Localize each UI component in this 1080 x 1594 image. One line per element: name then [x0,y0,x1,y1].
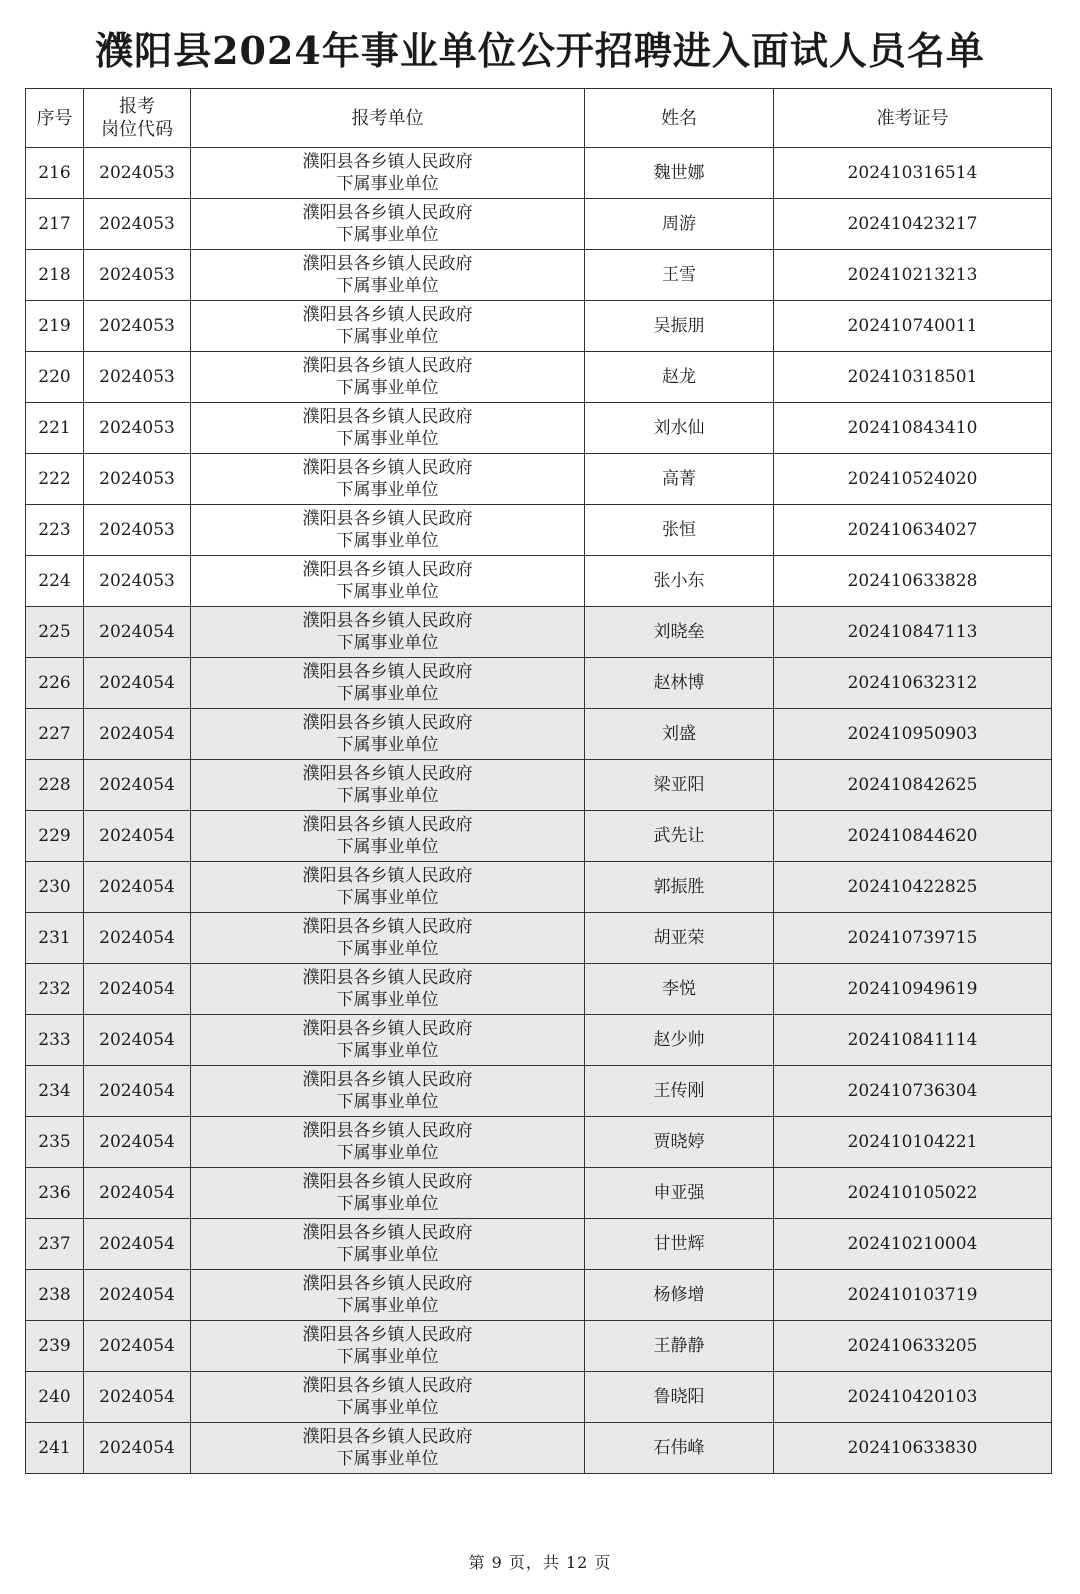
table-header [26,89,1052,148]
cell-post-code: 2024054 [84,1168,191,1219]
cell-ticket: 202410736304 [774,1066,1052,1117]
cell-unit: 濮阳县各乡镇人民政府 下属事业单位 [191,1219,585,1270]
cell-name: 张恒 [585,505,774,556]
cell-unit: 濮阳县各乡镇人民政府 下属事业单位 [191,1423,585,1474]
cell-post-code: 2024053 [84,301,191,352]
cell-unit: 濮阳县各乡镇人民政府 下属事业单位 [191,148,585,199]
table-row [26,1321,1052,1372]
header-unit: 报考单位 [191,89,585,148]
cell-name: 赵林博 [585,658,774,709]
cell-unit: 濮阳县各乡镇人民政府 下属事业单位 [191,811,585,862]
cell-name: 魏世娜 [585,148,774,199]
cell-name: 刘盛 [585,709,774,760]
cell-ticket: 202410633828 [774,556,1052,607]
table-row [26,913,1052,964]
page-footer: 第 9 页，共 12 页 [468,1553,612,1572]
cell-name: 郭振胜 [585,862,774,913]
cell-name: 甘世辉 [585,1219,774,1270]
table-row [26,250,1052,301]
cell-ticket: 202410740011 [774,301,1052,352]
cell-ticket: 202410844620 [774,811,1052,862]
cell-name: 杨修增 [585,1270,774,1321]
cell-seq: 237 [26,1219,84,1270]
cell-name: 王静静 [585,1321,774,1372]
cell-ticket: 202410105022 [774,1168,1052,1219]
table-body [26,148,1052,1474]
cell-ticket: 202410316514 [774,148,1052,199]
cell-post-code: 2024053 [84,352,191,403]
cell-unit: 濮阳县各乡镇人民政府 下属事业单位 [191,1372,585,1423]
table-row [26,1168,1052,1219]
table-row [26,199,1052,250]
header-name: 姓名 [585,89,774,148]
candidate-table [25,88,1052,1474]
cell-name: 贾晓婷 [585,1117,774,1168]
cell-seq: 223 [26,505,84,556]
page-title: 濮阳县2024年事业单位公开招聘进入面试人员名单 [95,28,985,73]
cell-seq: 221 [26,403,84,454]
header-ticket: 准考证号 [774,89,1052,148]
cell-unit: 濮阳县各乡镇人民政府 下属事业单位 [191,250,585,301]
cell-seq: 228 [26,760,84,811]
cell-unit: 濮阳县各乡镇人民政府 下属事业单位 [191,556,585,607]
cell-unit: 濮阳县各乡镇人民政府 下属事业单位 [191,403,585,454]
cell-post-code: 2024054 [84,1423,191,1474]
cell-ticket: 202410632312 [774,658,1052,709]
cell-post-code: 2024054 [84,811,191,862]
cell-unit: 濮阳县各乡镇人民政府 下属事业单位 [191,1117,585,1168]
cell-unit: 濮阳县各乡镇人民政府 下属事业单位 [191,760,585,811]
table-row [26,811,1052,862]
cell-unit: 濮阳县各乡镇人民政府 下属事业单位 [191,454,585,505]
table-row [26,964,1052,1015]
cell-ticket: 202410739715 [774,913,1052,964]
cell-name: 吴振朋 [585,301,774,352]
cell-ticket: 202410633830 [774,1423,1052,1474]
cell-post-code: 2024054 [84,1321,191,1372]
header-row [26,89,1052,148]
cell-unit: 濮阳县各乡镇人民政府 下属事业单位 [191,1270,585,1321]
cell-unit: 濮阳县各乡镇人民政府 下属事业单位 [191,1168,585,1219]
table-row [26,148,1052,199]
cell-unit: 濮阳县各乡镇人民政府 下属事业单位 [191,301,585,352]
cell-seq: 229 [26,811,84,862]
cell-post-code: 2024054 [84,658,191,709]
cell-ticket: 202410847113 [774,607,1052,658]
table-row [26,301,1052,352]
cell-post-code: 2024054 [84,1117,191,1168]
cell-ticket: 202410213213 [774,250,1052,301]
table-row [26,1219,1052,1270]
cell-ticket: 202410104221 [774,1117,1052,1168]
cell-seq: 238 [26,1270,84,1321]
cell-post-code: 2024054 [84,1372,191,1423]
cell-name: 石伟峰 [585,1423,774,1474]
cell-seq: 218 [26,250,84,301]
cell-ticket: 202410950903 [774,709,1052,760]
cell-seq: 231 [26,913,84,964]
cell-seq: 220 [26,352,84,403]
cell-unit: 濮阳县各乡镇人民政府 下属事业单位 [191,1066,585,1117]
cell-seq: 230 [26,862,84,913]
cell-ticket: 202410423217 [774,199,1052,250]
cell-unit: 濮阳县各乡镇人民政府 下属事业单位 [191,658,585,709]
cell-seq: 239 [26,1321,84,1372]
cell-unit: 濮阳县各乡镇人民政府 下属事业单位 [191,505,585,556]
cell-seq: 219 [26,301,84,352]
table-row [26,1117,1052,1168]
cell-ticket: 202410420103 [774,1372,1052,1423]
table-row [26,709,1052,760]
cell-seq: 241 [26,1423,84,1474]
cell-unit: 濮阳县各乡镇人民政府 下属事业单位 [191,913,585,964]
cell-post-code: 2024053 [84,454,191,505]
cell-post-code: 2024053 [84,250,191,301]
cell-name: 鲁晓阳 [585,1372,774,1423]
table-row [26,505,1052,556]
cell-name: 赵龙 [585,352,774,403]
cell-post-code: 2024053 [84,505,191,556]
cell-seq: 226 [26,658,84,709]
cell-unit: 濮阳县各乡镇人民政府 下属事业单位 [191,607,585,658]
cell-seq: 232 [26,964,84,1015]
cell-unit: 濮阳县各乡镇人民政府 下属事业单位 [191,352,585,403]
table-row [26,454,1052,505]
cell-ticket: 202410524020 [774,454,1052,505]
cell-seq: 236 [26,1168,84,1219]
cell-name: 梁亚阳 [585,760,774,811]
cell-seq: 225 [26,607,84,658]
cell-ticket: 202410842625 [774,760,1052,811]
cell-post-code: 2024053 [84,556,191,607]
cell-post-code: 2024054 [84,913,191,964]
table-row [26,607,1052,658]
cell-ticket: 202410949619 [774,964,1052,1015]
cell-name: 胡亚荣 [585,913,774,964]
cell-post-code: 2024054 [84,1219,191,1270]
table-row [26,1423,1052,1474]
header-post-code: 报考 岗位代码 [84,89,191,148]
cell-post-code: 2024053 [84,148,191,199]
cell-name: 李悦 [585,964,774,1015]
cell-seq: 224 [26,556,84,607]
cell-unit: 濮阳县各乡镇人民政府 下属事业单位 [191,862,585,913]
cell-post-code: 2024054 [84,709,191,760]
cell-name: 申亚强 [585,1168,774,1219]
table-row [26,862,1052,913]
cell-ticket: 202410633205 [774,1321,1052,1372]
cell-unit: 濮阳县各乡镇人民政府 下属事业单位 [191,709,585,760]
cell-ticket: 202410103719 [774,1270,1052,1321]
table-row [26,658,1052,709]
cell-name: 赵少帅 [585,1015,774,1066]
cell-seq: 234 [26,1066,84,1117]
table-row [26,1066,1052,1117]
table-row [26,352,1052,403]
cell-unit: 濮阳县各乡镇人民政府 下属事业单位 [191,964,585,1015]
table-row [26,556,1052,607]
cell-unit: 濮阳县各乡镇人民政府 下属事业单位 [191,199,585,250]
table-row [26,760,1052,811]
cell-name: 刘晓垒 [585,607,774,658]
cell-post-code: 2024054 [84,607,191,658]
cell-seq: 240 [26,1372,84,1423]
cell-unit: 濮阳县各乡镇人民政府 下属事业单位 [191,1015,585,1066]
cell-ticket: 202410210004 [774,1219,1052,1270]
cell-post-code: 2024054 [84,1066,191,1117]
cell-ticket: 202410634027 [774,505,1052,556]
cell-post-code: 2024053 [84,403,191,454]
cell-post-code: 2024054 [84,760,191,811]
cell-seq: 235 [26,1117,84,1168]
cell-name: 高菁 [585,454,774,505]
table-row [26,403,1052,454]
cell-post-code: 2024054 [84,862,191,913]
header-seq: 序号 [26,89,84,148]
cell-name: 周游 [585,199,774,250]
cell-seq: 222 [26,454,84,505]
cell-seq: 227 [26,709,84,760]
cell-post-code: 2024054 [84,964,191,1015]
cell-ticket: 202410841114 [774,1015,1052,1066]
cell-ticket: 202410422825 [774,862,1052,913]
table-row [26,1270,1052,1321]
cell-seq: 233 [26,1015,84,1066]
cell-name: 武先让 [585,811,774,862]
cell-ticket: 202410843410 [774,403,1052,454]
cell-name: 张小东 [585,556,774,607]
cell-name: 王雪 [585,250,774,301]
cell-name: 王传刚 [585,1066,774,1117]
cell-post-code: 2024054 [84,1270,191,1321]
cell-seq: 217 [26,199,84,250]
cell-post-code: 2024053 [84,199,191,250]
cell-seq: 216 [26,148,84,199]
cell-unit: 濮阳县各乡镇人民政府 下属事业单位 [191,1321,585,1372]
table-row [26,1015,1052,1066]
cell-name: 刘水仙 [585,403,774,454]
cell-post-code: 2024054 [84,1015,191,1066]
cell-ticket: 202410318501 [774,352,1052,403]
table-row [26,1372,1052,1423]
